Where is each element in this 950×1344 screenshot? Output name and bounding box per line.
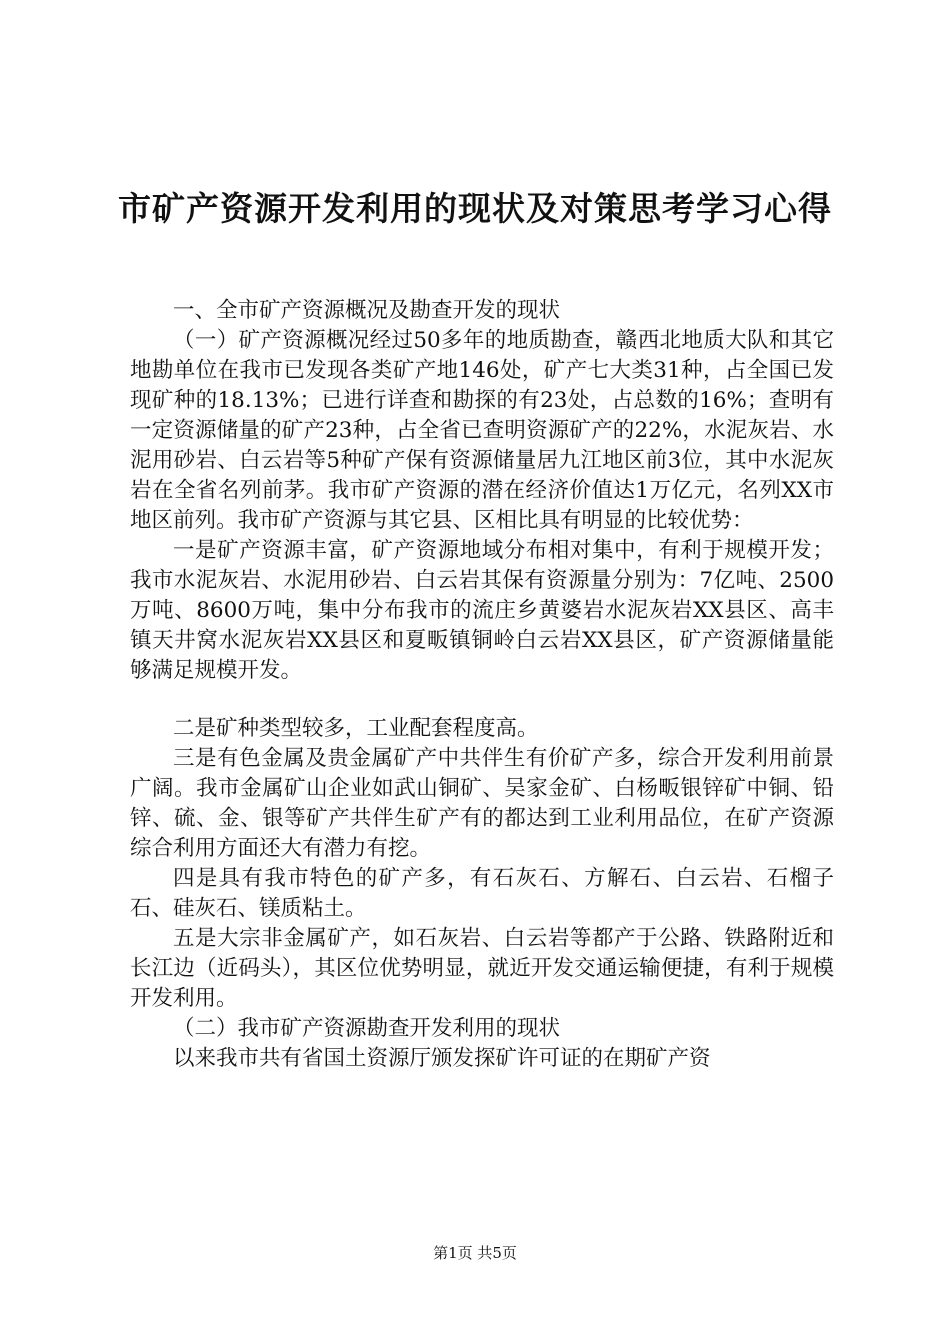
subsection-heading: （二）我市矿产资源勘查开发利用的现状 — [173, 1016, 561, 1041]
paragraph: （一）矿产资源概况经过50多年的地质勘查，赣西北地质大队和其它地勘单位在我市已发现各类矿产地146处，矿产七大类31种，占全国已发现矿种的18.13%；已进行详查和勘探的有23处，占总数的16%；查明有一定资源储量的矿产23种，占全省已查明资源矿产的22%，水泥灰岩、水泥用砂岩、白云岩等5种矿产保有资源储量居九江地区前3位，其中水泥灰岩在全省名列前茅。我市矿产资源的潜在经济价值达1万亿元，名列XX市地区前列。我市矿产资源与其它县、区相比具有明显的比较优势： — [130, 328, 834, 533]
document-title: 市矿产资源开发利用的现状及对策思考学习心得 — [118, 189, 832, 228]
paragraph: 一是矿产资源丰富，矿产资源地域分布相对集中，有利于规模开发；我市水泥灰岩、水泥用砂岩、白云岩其保有资源量分别为：7亿吨、2500万吨、8600万吨，集中分布我市的流庄乡黄婆岩水泥灰岩XX县区、高丰镇天井窝水泥灰岩XX县区和夏畈镇铜岭白云岩XX县区，矿产资源储量能够满足规模开发。 — [130, 538, 834, 683]
paragraph: 三是有色金属及贵金属矿产中共伴生有价矿产多，综合开发利用前景广阔。我市金属矿山企业如武山铜矿、吴家金矿、白杨畈银锌矿中铜、铅锌、硫、金、银等矿产共伴生矿产有的都达到工业利用品位，在矿产资源综合利用方面还大有潜力有挖。 — [130, 746, 834, 861]
paragraph: 以来我市共有省国土资源厅颁发探矿许可证的在期矿产资 — [173, 1046, 711, 1071]
paragraph: 四是具有我市特色的矿产多，有石灰石、方解石、白云岩、石榴子石、硅灰石、镁质粘土。 — [130, 866, 834, 921]
section-heading: 一、全市矿产资源概况及勘查开发的现状 — [173, 298, 561, 323]
paragraph: 二是矿种类型较多，工业配套程度高。 — [173, 716, 539, 741]
paragraph: 五是大宗非金属矿产，如石灰岩、白云岩等都产于公路、铁路附近和长江边（近码头），其区位优势明显，就近开发交通运输便捷，有利于规模开发利用。 — [130, 926, 834, 1011]
document-body — [130, 296, 834, 1074]
paragraph-spacer — [130, 686, 834, 714]
page-number: 第1页 共5页 — [433, 1244, 517, 1262]
